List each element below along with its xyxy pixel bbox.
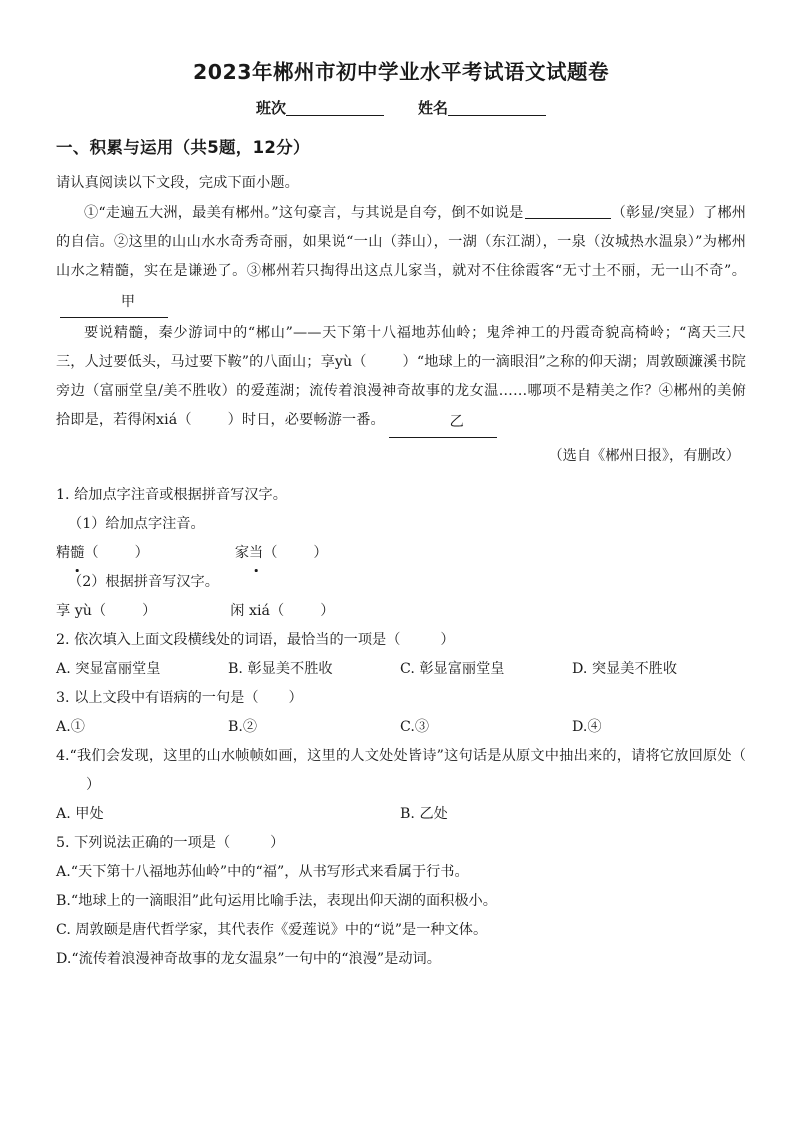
passage-p2-text-c: 时日，必要畅游一番。 [241,411,385,428]
q1-item-jiadang-dotted: 当 [249,539,263,568]
q1-item-xiang-pinyin: yù [74,602,92,619]
passage-pinyin-xia: xiá [156,411,178,428]
passage-p1-text-b: （彰显/突显）了郴州的自信。②这里的山山水水奇秀奇丽，如果说“一山（莽山），一湖（东江湖），一泉（汝城热水温泉）”为郴州山水之精髓，实在是谦逊了。③郴州若只掏得出这点儿家当，就对不住徐霞客“无寸土不丽，无一山不奇”。 [56,204,747,279]
question-2-number: 2. [56,631,70,648]
question-4-option-a[interactable]: A. 甲处 [56,805,104,822]
passage-p2-text-b: “地球上的一滴眼泪”之称的仰天湖；周敦颐濂溪书院旁边（富丽堂皇/美不胜收）的爱莲湖；流传着浪漫神奇故事的龙女温……哪项不是精美之作？④郴州的美俯拾即是，若得闲 [56,353,746,428]
passage-p1-text-a: ①“走遍五大洲，最美有郴州。”这句豪言，与其说是自夸，倒不如说是 [84,204,524,221]
question-1-sub2-items: 享 yù（ ） 闲 xiá（ ） [56,602,335,619]
question-2-option-b[interactable]: B. 彰显美不胜收 [228,660,333,677]
q1-item-jingsui-dotted: 髓 [70,539,84,568]
question-2-option-a[interactable]: A. 突显富丽堂皇 [56,660,161,677]
question-3-number: 3. [56,689,70,706]
question-3-option-d[interactable]: D.④ [572,718,602,735]
passage-paragraph-1 [56,199,746,318]
question-5-option-a[interactable]: A.“天下第十八福地苏仙岭”中的“福”，从书写形式来看属于行书。 [56,863,469,880]
passage-source: （选自《郴州日报》，有删改） [548,447,740,464]
q1-item-jingsui-pre: 精 [56,544,71,561]
passage-marker-yi[interactable]: 乙 [389,408,497,438]
question-5-stem [56,829,746,858]
question-1-number: 1. [56,486,70,503]
class-label: 班次 [255,98,286,117]
question-3-text: 以上文段中有语病的一句是（ [74,689,259,706]
q1-item-xian-pre: 闲 [230,602,245,619]
question-3-option-a[interactable]: A.① [56,718,85,735]
question-5-option-b[interactable]: B.“地球上的一滴眼泪”此句运用比喻手法，表现出仰天湖的面积极小。 [56,892,497,909]
question-1-sub1-items: 精髓（ ） 家当（ ） [56,539,746,568]
passage-marker-jia[interactable]: 甲 [60,288,168,318]
question-1-stem [56,481,746,510]
question-4-option-b[interactable]: B. 乙处 [400,805,448,822]
question-1-sub1-label: （1）给加点字注音。 [68,515,205,532]
question-2-stem [56,626,746,655]
question-5-option-d[interactable]: D.“流传着浪漫神奇故事的龙女温泉”一句中的“浪漫”是动词。 [56,950,441,967]
section-heading: 一、积累与运用（共5题，12分） [56,137,310,157]
question-4-stem [56,742,746,800]
question-4-number: 4. [56,747,70,764]
question-5-text-tail: ） [270,834,285,851]
student-info-row [56,97,746,118]
name-input-line[interactable] [448,115,546,116]
section-instruction: 请认真阅读以下文段，完成下面小题。 [56,174,299,191]
page-content [56,58,746,974]
q1-item-jingsui [56,545,84,561]
question-1-text: 给加点字注音或根据拼音写汉字。 [74,486,287,503]
passage-pinyin-yu: yù [334,353,353,370]
passage-blank-1[interactable] [525,218,611,219]
question-4-text: “我们会发现，这里的山水帧帧如画，这里的人文处处皆诗”这句话是从原文中抽出来的，请将它放回原处（ [69,747,746,764]
question-2-option-c[interactable]: C. 彰显富丽堂皇 [400,660,505,677]
passage-paragraph-2: 要说精髓，秦少游词中的“郴山”——天下第十八福地苏仙岭；鬼斧神工的丹霞奇貌高椅岭；“离天三尺三，人过要低头，马过要下鞍”的八面山；享yù（ ）“地球上的一滴眼泪”之称的仰天湖；周敦颐濂溪书院旁边（富丽堂皇/美不胜收）的爱莲湖；流传着浪漫神奇故事的龙女温……哪项不是精美之作？④郴州的美俯拾即是，若得闲xiá（ ）时日，必要畅游一番。 乙 [56,319,746,438]
question-3-option-c[interactable]: C.③ [400,718,430,735]
q1-item-jiadang-pre: 家 [234,544,250,561]
question-5-number: 5. [56,834,70,851]
question-2-text-tail: ） [440,631,455,648]
question-2-options [56,655,746,684]
name-label: 姓名 [418,98,449,117]
page-title: 2023年郴州市初中学业水平考试语文试题卷 [192,60,610,84]
question-4-text-tail: ） [86,776,101,793]
question-2-text: 依次填入上面文段横线处的词语，最恰当的一项是（ [74,631,401,648]
question-3-options [56,713,746,742]
question-1-sub2-label: （2）根据拼音写汉字。 [68,573,219,590]
q1-item-xiang-pre: 享 [56,602,71,619]
passage-p2-text-a: 要说精髓，秦少游词中的“郴山”——天下第十八福地苏仙岭；鬼斧神工的丹霞奇貌高椅岭；“离天三尺三，人过要低头，马过要下鞍”的八面山；享 [56,324,746,370]
question-5-option-c[interactable]: C. 周敦颐是唐代哲学家，其代表作《爱莲说》中的“说”是一种文体。 [56,921,488,938]
question-3-option-b[interactable]: B.② [228,718,258,735]
q1-item-xian-pinyin: xiá [249,602,270,619]
question-3-stem [56,684,746,713]
question-3-text-tail: ） [288,689,303,706]
q1-item-jiadang [235,545,263,561]
question-5-text: 下列说法正确的一项是（ [74,834,231,851]
class-input-line[interactable] [286,115,384,116]
question-4-options [56,800,746,829]
question-2-option-d[interactable]: D. 突显美不胜收 [572,660,678,677]
